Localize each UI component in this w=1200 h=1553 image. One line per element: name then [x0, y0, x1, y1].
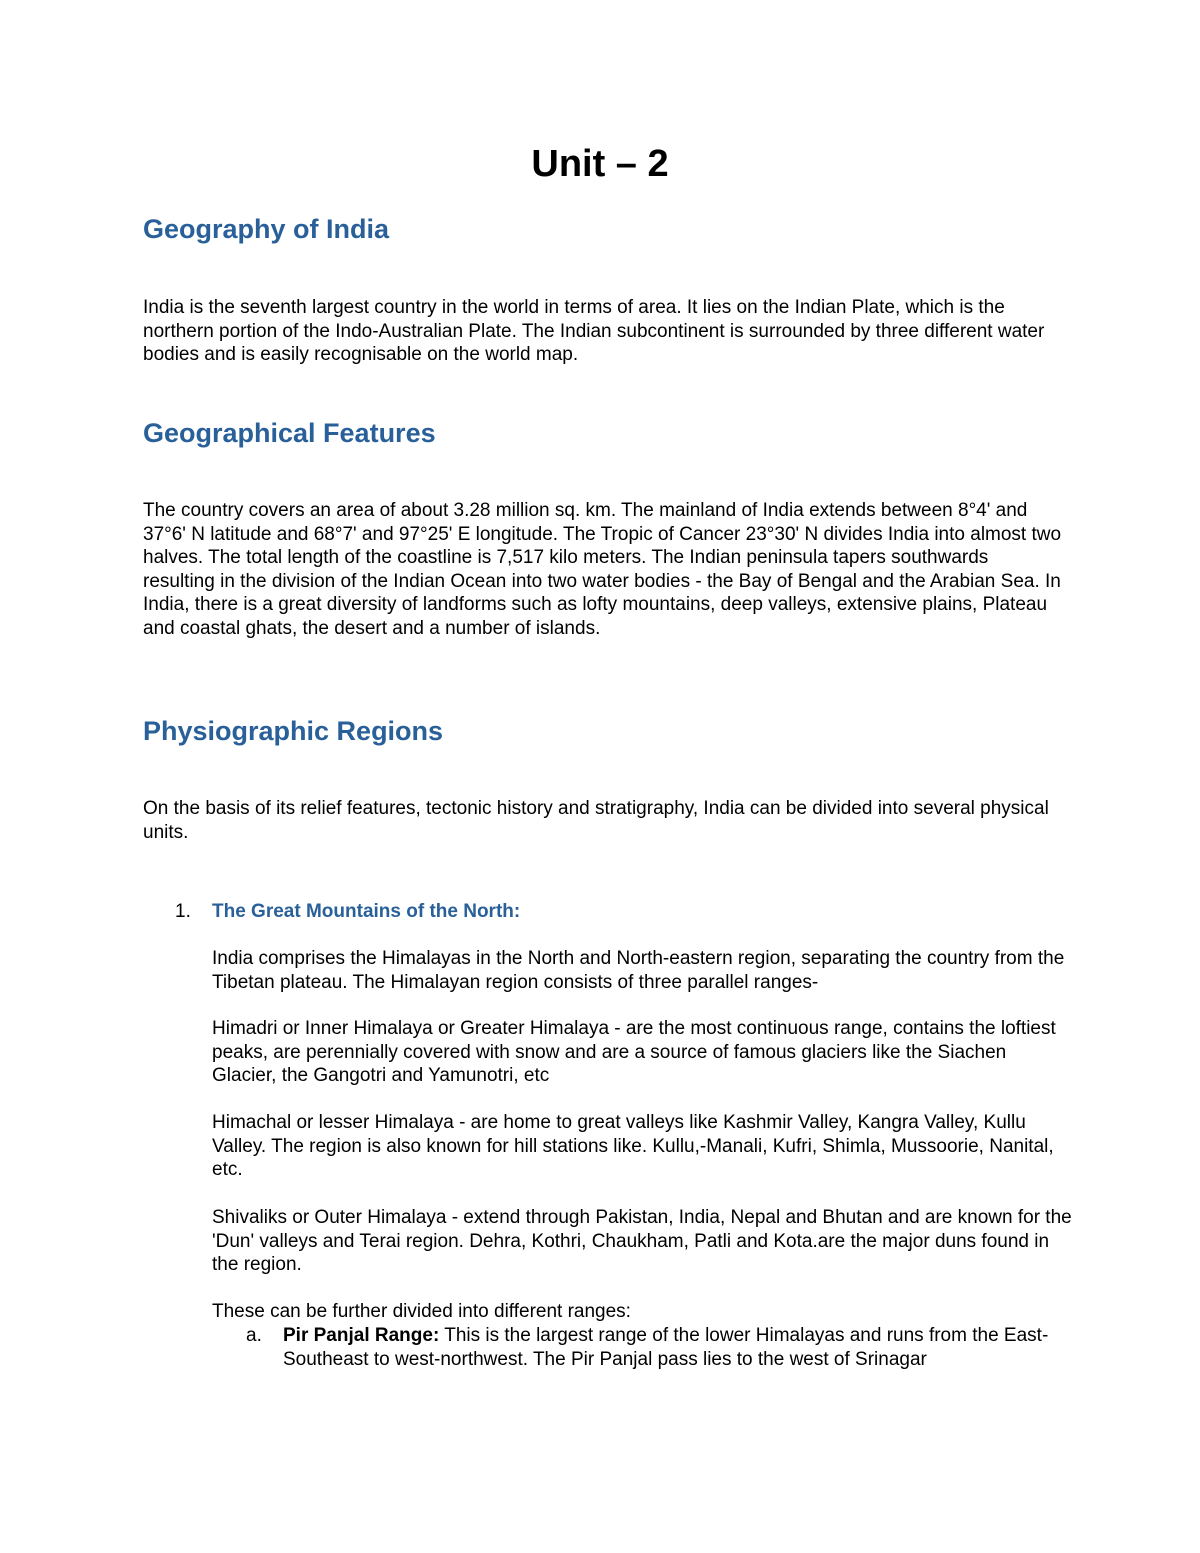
sub-list-item-label: Pir Panjal Range: — [283, 1325, 440, 1346]
paragraph-shivaliks: Shivaliks or Outer Himalaya - extend through Pakistan, India, Nepal and Bhutan and are known for the 'Dun' valleys and Terai region. Dehra, Kothri, Chaukham, Patli and Kota.are the major duns found in the region. — [212, 1207, 1072, 1275]
list-item-number: 1. — [175, 901, 191, 922]
document-title: Unit – 2 — [531, 143, 669, 185]
paragraph-himachal: Himachal or lesser Himalaya - are home to great valleys like Kashmir Valley, Kangra Valley, Kullu Valley. The region is also known for hill stations like. Kullu,-Manali, Kufri, Shimla, Mussoorie, Nanital, etc. — [212, 1112, 1054, 1180]
list-item-title-great-mountains: The Great Mountains of the North: — [212, 901, 521, 922]
heading-geography-of-india: Geography of India — [143, 214, 390, 244]
paragraph-geographical-features: The country covers an area of about 3.28 million sq. km. The mainland of India extends between 8°4' and 37°6' N latitude and 68°7' and 97°25' E longitude. The Tropic of Cancer 23°30' N divides India into almost two halves. The total length of the coastline is 7,517 kilo meters. The Indian peninsula tapers southwards resulting in the division of the Indian Ocean into two water bodies - the Bay of Bengal and the Arabian Sea. In India, there is a great diversity of landforms such as lofty mountains, deep valleys, extensive plains, Plateau and coastal ghats, the desert and a number of islands. — [143, 500, 1062, 639]
paragraph-ranges-intro: These can be further divided into different ranges: — [212, 1301, 631, 1322]
paragraph-physiographic-intro: On the basis of its relief features, tectonic history and stratigraphy, India can be divided into several physical units. — [143, 798, 1049, 843]
heading-physiographic-regions: Physiographic Regions — [143, 716, 444, 746]
paragraph-geography-intro: India is the seventh largest country in the world in terms of area. It lies on the Indian Plate, which is the northern portion of the Indo-Australian Plate. The Indian subcontinent is surrounded by three different water bodies and is easily recognisable on the world map. — [143, 297, 1045, 365]
sub-list-item-text: This is the largest range of the lower Himalayas and runs from the East-Southeast to west-northwest. The Pir Panjal pass lies to the west of Srinagar — [283, 1325, 1049, 1370]
sub-list-item-pir-panjal — [283, 1324, 1073, 1371]
paragraph-himadri: Himadri or Inner Himalaya or Greater Himalaya - are the most continuous range, contains the loftiest peaks, are perennially covered with snow and are a source of famous glaciers like the Siachen Glacier, the Gangotri and Yamunotri, etc — [212, 1018, 1056, 1086]
sub-list-item-letter: a. — [246, 1325, 262, 1346]
heading-geographical-features: Geographical Features — [143, 418, 436, 448]
paragraph-himalayas-intro: India comprises the Himalayas in the North and North-eastern region, separating the country from the Tibetan plateau. The Himalayan region consists of three parallel ranges- — [212, 948, 1065, 993]
